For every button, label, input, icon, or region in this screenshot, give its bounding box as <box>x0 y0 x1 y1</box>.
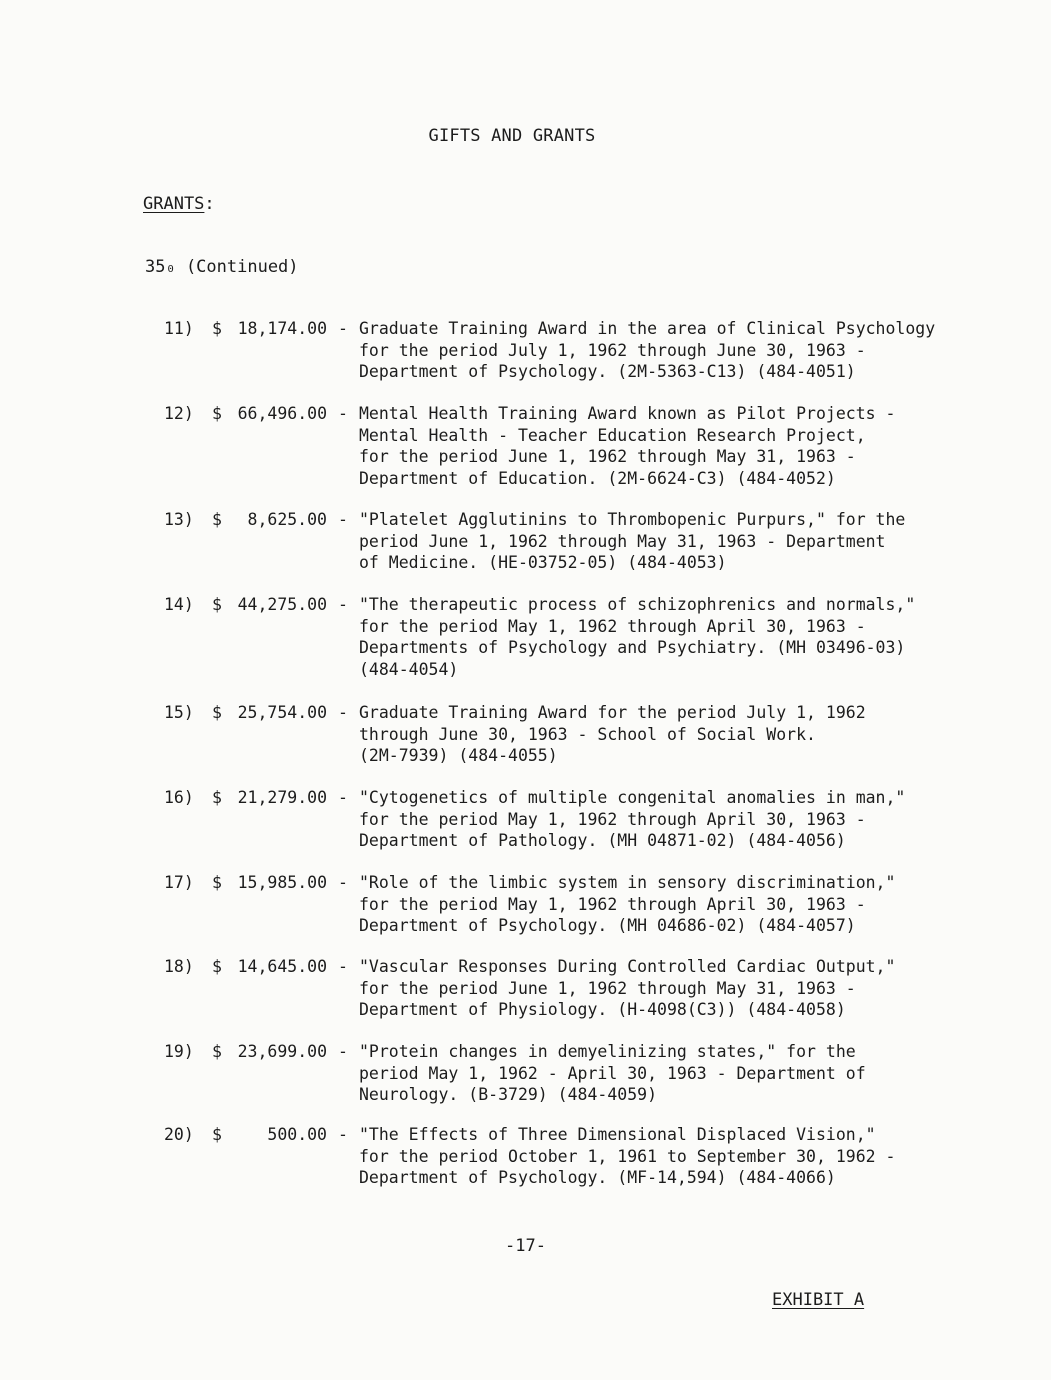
description-line: "Cytogenetics of multiple congenital anomalies in man," <box>359 788 906 807</box>
separator-dash: - <box>338 1125 348 1144</box>
grant-amount: 25,754.00 <box>237 703 327 722</box>
grant-number: 17) <box>164 873 194 892</box>
grant-description <box>359 1041 979 1106</box>
separator-dash: - <box>338 788 348 807</box>
item-number: 35₀ (Continued) <box>145 257 299 277</box>
grant-description <box>359 403 979 489</box>
grant-description <box>359 509 979 574</box>
grant-amount: 18,174.00 <box>237 319 327 338</box>
grant-description <box>359 318 979 383</box>
separator-dash: - <box>338 595 348 614</box>
separator-dash: - <box>338 703 348 722</box>
description-line: for the period May 1, 1962 through April 30, 1963 - <box>359 809 866 829</box>
separator-dash: - <box>338 957 348 976</box>
dollar-sign: $ <box>212 595 222 614</box>
separator-dash: - <box>338 510 348 529</box>
grant-number: 13) <box>164 510 194 529</box>
grant-number: 14) <box>164 595 194 614</box>
description-line: for the period May 1, 1962 through April 30, 1963 - <box>359 894 866 914</box>
description-line: for the period June 1, 1962 through May 31, 1963 - <box>359 447 856 466</box>
description-line: "The therapeutic process of schizophrenics and normals," <box>359 595 916 614</box>
description-line: Neurology. (B-3729) (484-4059) <box>359 1085 658 1104</box>
grant-number: 12) <box>164 404 194 423</box>
description-line: "Platelet Agglutinins to Thrombopenic Purpurs," for the <box>359 510 906 529</box>
description-line: Department of Pathology. (MH 04871-02) (484-4056) <box>359 831 846 850</box>
exhibit-label: EXHIBIT A <box>772 1290 865 1310</box>
grant-number: 16) <box>164 788 194 807</box>
section-heading-label: GRANTS <box>143 194 205 214</box>
grant-amount: 21,279.00 <box>237 788 327 807</box>
separator-dash: - <box>338 873 348 892</box>
description-line: "Role of the limbic system in sensory discrimination," <box>359 873 896 892</box>
description-line: Departments of Psychology and Psychiatry. (MH 03496-03) <box>359 638 906 657</box>
grant-amount: 44,275.00 <box>237 595 327 614</box>
description-line: "The Effects of Three Dimensional Displaced Vision," <box>359 1125 876 1144</box>
separator-dash: - <box>338 404 348 423</box>
description-line: for the period June 1, 1962 through May 31, 1963 - <box>359 978 856 998</box>
grant-number: 19) <box>164 1042 194 1061</box>
section-heading-colon: : <box>204 194 215 214</box>
dollar-sign: $ <box>212 1125 222 1144</box>
description-line: (484-4054) <box>359 659 459 679</box>
dollar-sign: $ <box>212 957 222 976</box>
grant-number: 11) <box>164 319 194 338</box>
grant-number: 20) <box>164 1125 194 1144</box>
grant-description <box>359 1124 979 1189</box>
description-line: "Protein changes in demyelinizing states," for the <box>359 1042 856 1061</box>
separator-dash: - <box>338 1042 348 1061</box>
grant-amount: 500.00 <box>267 1125 327 1144</box>
grant-amount: 23,699.00 <box>237 1042 327 1061</box>
description-line: Mental Health - Teacher Education Research Project, <box>359 425 866 445</box>
grant-description <box>359 702 979 767</box>
description-line: for the period May 1, 1962 through April 30, 1963 - <box>359 616 866 636</box>
grant-amount: 15,985.00 <box>237 873 327 892</box>
description-line: Department of Physiology. (H-4098(C3)) (484-4058) <box>359 1000 846 1019</box>
description-line: "Vascular Responses During Controlled Cardiac Output," <box>359 957 896 976</box>
grant-description <box>359 787 979 852</box>
grant-amount: 8,625.00 <box>247 510 327 529</box>
description-line: for the period July 1, 1962 through June 30, 1963 - <box>359 340 866 360</box>
dollar-sign: $ <box>212 404 222 423</box>
description-line: period May 1, 1962 - April 30, 1963 - Department of <box>359 1063 866 1083</box>
description-line: of Medicine. (HE-03752-05) (484-4053) <box>359 553 727 572</box>
dollar-sign: $ <box>212 1042 222 1061</box>
grant-amount: 66,496.00 <box>237 404 327 423</box>
description-line: Department of Psychology. (MH 04686-02) (484-4057) <box>359 916 856 935</box>
description-line: Department of Education. (2M-6624-C3) (484-4052) <box>359 468 836 488</box>
grant-number: 15) <box>164 703 194 722</box>
grant-amount: 14,645.00 <box>237 957 327 976</box>
page-title: GIFTS AND GRANTS <box>428 126 596 146</box>
dollar-sign: $ <box>212 703 222 722</box>
dollar-sign: $ <box>212 510 222 529</box>
dollar-sign: $ <box>212 873 222 892</box>
description-line: Department of Psychology. (2M-5363-C13) (484-4051) <box>359 362 856 381</box>
dollar-sign: $ <box>212 788 222 807</box>
grant-number: 18) <box>164 957 194 976</box>
description-line: period June 1, 1962 through May 31, 1963 - Department <box>359 531 886 551</box>
grant-description <box>359 594 979 680</box>
description-line: for the period October 1, 1961 to September 30, 1962 - <box>359 1146 896 1166</box>
description-line: (2M-7939) (484-4055) <box>359 746 558 765</box>
description-line: Mental Health Training Award known as Pilot Projects - <box>359 404 896 423</box>
grant-description <box>359 956 979 1021</box>
description-line: Graduate Training Award for the period July 1, 1962 <box>359 703 866 722</box>
page-number: -17- <box>505 1236 546 1256</box>
dollar-sign: $ <box>212 319 222 338</box>
description-line: Graduate Training Award in the area of Clinical Psychology <box>359 319 936 338</box>
section-heading <box>143 194 215 214</box>
description-line: through June 30, 1963 - School of Social Work. <box>359 724 816 744</box>
grant-description <box>359 872 979 937</box>
separator-dash: - <box>338 319 348 338</box>
description-line: Department of Psychology. (MF-14,594) (484-4066) <box>359 1168 836 1187</box>
